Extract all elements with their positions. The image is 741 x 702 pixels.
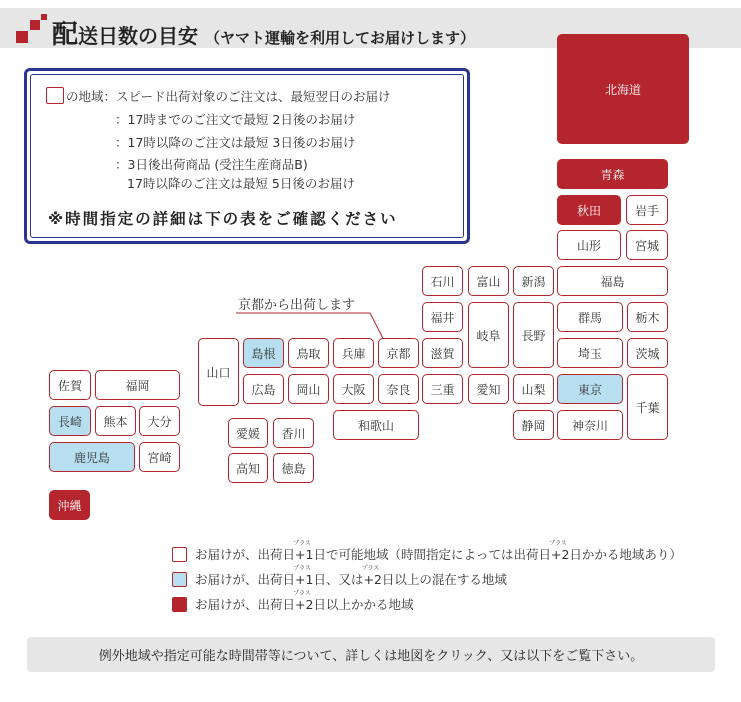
- legend-row3-text-a: お届けが、出荷日: [195, 597, 296, 612]
- pref-iwate[interactable]: 岩手: [626, 195, 668, 225]
- legend-row1-text-c: 2日かかる地域あり）: [561, 547, 682, 562]
- time-spec-notice: ※時間指定の詳細は下の表をご確認ください: [48, 210, 398, 228]
- pref-nagasaki[interactable]: 長崎: [49, 406, 91, 436]
- pref-fukui[interactable]: 福井: [422, 302, 463, 332]
- page-title: [52, 14, 475, 51]
- pref-miyagi[interactable]: 宮城: [626, 230, 668, 260]
- info-line-1: の地域：スピード出荷対象のご注文は、最短翌日のお届け: [66, 89, 391, 104]
- pref-saga[interactable]: 佐賀: [49, 370, 91, 400]
- pref-akita[interactable]: 秋田: [557, 195, 621, 225]
- pref-miyazaki[interactable]: 宮崎: [139, 442, 180, 472]
- pref-aomori[interactable]: 青森: [557, 159, 668, 189]
- pref-mie[interactable]: 三重: [422, 374, 463, 404]
- legend-row2-text-a: お届けが、出荷日: [195, 572, 296, 587]
- legend-row3-text-b: 2日以上かかる地域: [305, 597, 414, 612]
- pref-ibaraki[interactable]: 茨城: [627, 338, 668, 368]
- blue-swatch-icon: [172, 572, 187, 587]
- pref-shimane[interactable]: 島根: [243, 338, 284, 368]
- pref-kumamoto[interactable]: 熊本: [95, 406, 136, 436]
- pref-toyama[interactable]: 富山: [468, 266, 509, 296]
- info-line-3: ：17時以降のご注文は最短 3日後のお届け: [115, 135, 356, 150]
- red-swatch-icon: [172, 597, 187, 612]
- title-rest: 送日数の目安: [78, 24, 199, 48]
- pref-hyogo[interactable]: 兵庫: [333, 338, 374, 368]
- pref-yamagata[interactable]: 山形: [557, 230, 621, 260]
- legend-row2-text-c: 2日以上の混在する地域: [373, 572, 507, 587]
- white-region-swatch-icon: [46, 87, 64, 104]
- pref-yamaguchi[interactable]: 山口: [198, 338, 239, 406]
- pref-kagoshima[interactable]: 鹿児島: [49, 442, 135, 472]
- legend-row1-text-b: 1日で可能地域（時間指定によっては出荷日: [305, 547, 551, 562]
- pref-gifu[interactable]: 岐阜: [468, 302, 509, 368]
- legend-row-white: [172, 539, 682, 563]
- legend-row-red: [172, 589, 414, 613]
- pref-gunma[interactable]: 群馬: [557, 302, 623, 332]
- pref-yamanashi[interactable]: 山梨: [513, 374, 554, 404]
- pref-fukuoka[interactable]: 福岡: [95, 370, 180, 400]
- info-line-2: ：17時までのご注文で最短 2日後のお届け: [115, 112, 356, 127]
- pref-kagawa[interactable]: 香川: [273, 418, 314, 448]
- plus-ruby: プラス +: [293, 564, 311, 587]
- footer-link-text[interactable]: 例外地域や指定可能な時間帯等について、詳しくは地図をクリック、又は以下をご覧下さい。: [98, 649, 644, 664]
- pref-tochigi[interactable]: 栃木: [627, 302, 668, 332]
- pref-okayama[interactable]: 岡山: [288, 374, 329, 404]
- ship-from-kyoto-label: 京都から出荷します: [238, 298, 356, 313]
- pref-tokushima[interactable]: 徳島: [273, 453, 314, 483]
- plus-ruby: プラス +: [361, 564, 380, 587]
- pref-oita[interactable]: 大分: [139, 406, 180, 436]
- info-line-4: ：3日後出荷商品 (受注生産商品B): [115, 157, 308, 172]
- pref-aichi[interactable]: 愛知: [468, 374, 509, 404]
- info-line-5: 17時以降のご注文は最短 5日後のお届け: [127, 176, 355, 191]
- pref-nagano[interactable]: 長野: [513, 302, 554, 368]
- title-first-char: 配: [52, 20, 79, 50]
- pref-kochi[interactable]: 高知: [228, 453, 268, 483]
- legend-row1-text-a: お届けが、出荷日: [195, 547, 296, 562]
- pref-kyoto[interactable]: 京都: [378, 338, 419, 368]
- pref-tokyo[interactable]: 東京: [557, 374, 623, 404]
- white-swatch-icon: [172, 547, 187, 562]
- page-subtitle: （ヤマト運輸を利用してお届けします）: [204, 29, 475, 47]
- pref-wakayama[interactable]: 和歌山: [333, 410, 419, 440]
- pref-tottori[interactable]: 鳥取: [288, 338, 329, 368]
- pref-niigata[interactable]: 新潟: [513, 266, 554, 296]
- pref-shizuoka[interactable]: 静岡: [513, 410, 554, 440]
- pref-hokkaido[interactable]: 北海道: [557, 34, 689, 144]
- pref-osaka[interactable]: 大阪: [333, 374, 374, 404]
- legend-row-blue: [172, 564, 507, 588]
- legend-row2-text-b: 1日、又は: [305, 572, 364, 587]
- plus-ruby: プラス +: [293, 539, 311, 562]
- pref-saitama[interactable]: 埼玉: [557, 338, 623, 368]
- header-squares-icon: [14, 14, 48, 44]
- pref-ishikawa[interactable]: 石川: [422, 266, 463, 296]
- plus-ruby: プラス +: [548, 539, 567, 562]
- pref-okinawa[interactable]: 沖縄: [49, 490, 90, 520]
- pref-hiroshima[interactable]: 広島: [243, 374, 284, 404]
- pref-shiga[interactable]: 滋賀: [422, 338, 463, 368]
- pref-nara[interactable]: 奈良: [378, 374, 419, 404]
- plus-ruby: プラス +: [293, 589, 311, 612]
- pref-fukushima[interactable]: 福島: [557, 266, 668, 296]
- pref-ehime[interactable]: 愛媛: [228, 418, 268, 448]
- pref-kanagawa[interactable]: 神奈川: [557, 410, 623, 440]
- pref-chiba[interactable]: 千葉: [627, 374, 668, 440]
